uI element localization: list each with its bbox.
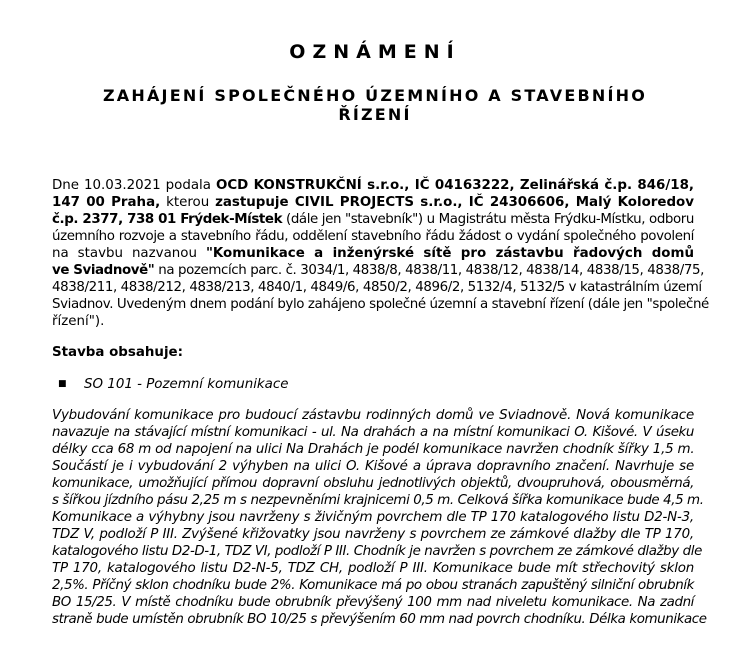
intro-line-6: ve Sviadnově" na pozemcích parc. č. 3034/1, 4838/8, 4838/11, 4838/12, 4838/14, 4838/15, 4838/75,: [52, 263, 704, 278]
description-line: navazuje na stávající místní komunikaci - ul. Na drahách a na místní komunikaci O. Kišové. V úseku: [52, 425, 694, 440]
intro-line-7: 4838/211, 4838/212, 4838/213, 4840/1, 4849/6, 4850/2, 4896/2, 5132/4, 5132/5 v katastrálním území: [52, 280, 702, 295]
description-line: délky cca 68 m od napojení na ulici Na Drahách je podél komunikace navržen chodník šířky 1,5 m.: [52, 442, 695, 457]
intro-line-8: Sviadnov. Uvedeným dnem podání bylo zahájeno společné územní a stavební řízení (dále jen "společné: [52, 297, 709, 312]
intro-line-5: na stavbu nazvanou "Komunikace a inženýrské sítě pro zástavbu řadových domů: [52, 246, 694, 261]
intro-line-4: územního rozvoje a stavebního řádu, oddělení stavebního řádu žádost o vydání společného povolení: [52, 229, 694, 244]
description-line: TDZ V, podloží P III. Zvýšené křižovatky jsou navrženy s povrchem ze zámkové dlažby dle TP 170,: [52, 527, 694, 542]
description-line: Vybudování komunikace pro budoucí zástavbu rodinných domů ve Sviadnově. Nová komunikace: [52, 408, 694, 423]
intro-line-3: č.p. 2377, 738 01 Frýdek-Místek (dále jen "stavebník") u Magistrátu města Frýdku-Místku, odboru: [52, 212, 694, 227]
intro-line-9: řízení").: [52, 314, 105, 329]
description-line: komunikace, umožňující přímou dopravní obsluhu jednotlivých objektů, dvoupruhová, obousměrná,: [52, 476, 694, 491]
subtitle-line-1: ZAHÁJENÍ SPOLEČNÉHO ÚZEMNÍHO A STAVEBNÍHO: [103, 86, 647, 105]
description-line: straně bude umístěn obrubník BO 10/25 s převýšením 60 mm nad povrch chodníku. Délka komunikace: [52, 612, 707, 627]
description-line: BO 15/25. V místě chodníku bude obrubník převýšený 100 mm nad niveletu komunikace. Na zadní: [52, 595, 694, 610]
document-title: OZNÁMENÍ: [289, 41, 461, 63]
section-heading: Stavba obsahuje:: [52, 345, 183, 360]
description-line: 2,5%. Příčný sklon chodníku bude 2%. Komunikace má po obou stranách zapuštěný silniční obrubník: [52, 578, 694, 593]
intro-line-2: 147 00 Praha, kterou zastupuje CIVIL PROJECTS s.r.o., IČ 24306606, Malý Koloredov: [52, 195, 694, 210]
bullet-item-so101: SO 101 - Pozemní komunikace: [84, 377, 289, 392]
description-line: Komunikace a výhybny jsou navrženy s živičným povrchem dle TP 170 katalogového listu D2-N-3,: [52, 510, 694, 525]
intro-line-1: Dne 10.03.2021 podala OCD KONSTRUKČNÍ s.r.o., IČ 04163222, Zelinářská č.p. 846/18,: [52, 178, 694, 193]
description-line: TP 170, katalogového listu D2-N-5, TDZ CH, podloží P III. Komunikace bude mít střechovitý sklon: [52, 561, 694, 576]
description-line: Součástí je i vybudování 2 výhyben na ulici O. Kišové a úprava dopravního značení. Navrhuje se: [52, 459, 694, 474]
intro-paragraph: [52, 177, 709, 330]
subtitle-line-2: ŘÍZENÍ: [338, 105, 412, 124]
description-paragraph: [52, 407, 707, 628]
description-line: s šířkou jízdního pásu 2,25 m s nezpevněními krajnicemi 0,5 m. Celková šířka komunikace bude 4,5 m.: [52, 493, 704, 508]
description-line: katalogového listu D2-D-1, TDZ VI, podloží P III. Chodník je navržen s povrchem ze zámkové dlažby dle: [52, 544, 702, 559]
bullet-square-icon: ■: [58, 379, 67, 389]
document-subtitle: [60, 86, 690, 124]
